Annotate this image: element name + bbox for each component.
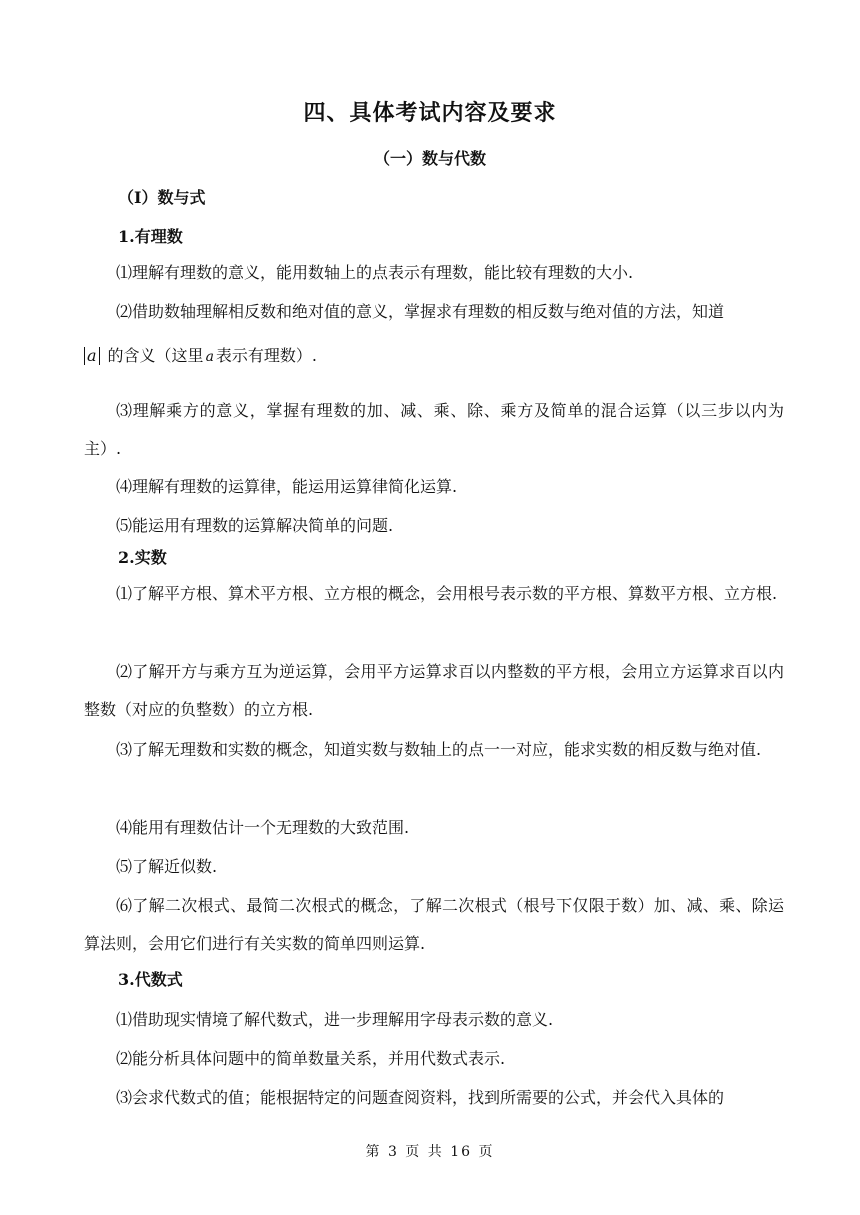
- paragraph: ⑶了解无理数和实数的概念，知道实数与数轴上的点一一对应，能求实数的相反数与绝对值.: [116, 740, 762, 759]
- variable-a: a: [205, 349, 214, 365]
- topic-heading-rational: 1.有理数: [118, 227, 183, 246]
- paragraph: ⑶会求代数式的值；能根据特定的问题查阅资料，找到所需要的公式，并会代入具体的: [116, 1088, 725, 1107]
- section-heading: （一）数与代数: [373, 149, 486, 168]
- paragraph: ⑵能分析具体问题中的简单数量关系，并用代数式表示.: [116, 1049, 506, 1068]
- paragraph: ⑵了解开方与乘方互为逆运算，会用平方运算求百以内整数的平方根，会用立方运算求百以内整数（对应的负整数）的立方根.: [84, 662, 784, 719]
- paragraph: ⑴借助现实情境了解代数式，进一步理解用字母表示数的意义.: [116, 1010, 554, 1029]
- abs-line-suffix: 表示有理数）.: [215, 346, 318, 365]
- paragraph: ⑵借助数轴理解相反数和绝对值的意义，掌握求有理数的相反数与绝对值的方法，知道: [116, 302, 725, 321]
- paragraph: ⑷能用有理数估计一个无理数的大致范围.: [116, 818, 410, 837]
- paragraph: ⑸了解近似数.: [116, 857, 218, 876]
- paragraph: ⑴理解有理数的意义，能用数轴上的点表示有理数，能比较有理数的大小.: [116, 263, 634, 282]
- paragraph: ⑷理解有理数的运算律，能运用运算律简化运算.: [116, 477, 458, 496]
- paragraph: ⑹了解二次根式、最简二次根式的概念，了解二次根式（根号下仅限于数）加、减、乘、除运算法则，会用它们进行有关实数的简单四则运算.: [84, 896, 784, 953]
- abs-line: [84, 343, 784, 370]
- page-title: 四、具体考试内容及要求: [303, 100, 557, 126]
- page-footer: 第 3 页 共 16 页: [365, 1144, 495, 1160]
- part-heading: （Ⅰ）数与式: [118, 188, 206, 207]
- abs-value-symbol: a: [84, 347, 100, 365]
- topic-heading-real: 2.实数: [118, 548, 167, 567]
- topic-heading-algebraic: 3.代数式: [118, 970, 183, 989]
- abs-line-prefix: 的含义（这里: [107, 346, 204, 365]
- paragraph: ⑶理解乘方的意义，掌握有理数的加、减、乘、除、乘方及简单的混合运算（以三步以内为主）.: [84, 401, 784, 458]
- paragraph: ⑸能运用有理数的运算解决简单的问题.: [116, 516, 394, 535]
- paragraph: ⑴了解平方根、算术平方根、立方根的概念，会用根号表示数的平方根、算数平方根、立方根.: [116, 584, 778, 603]
